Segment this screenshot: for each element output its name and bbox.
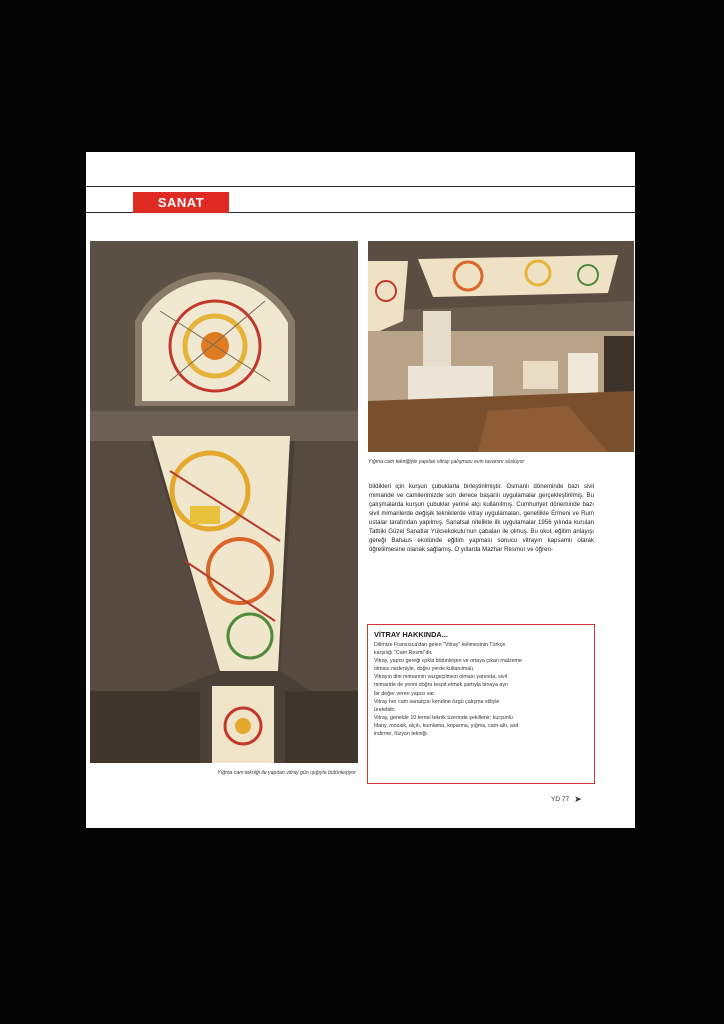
info-box-line: Dilimize Fransızca'dan gelen "Vitray" kelimesinin Türkçe	[374, 642, 506, 648]
info-box-line: Vitrayın dini mimarinin vazgeçilmezi olması yanında, sivil	[374, 674, 507, 681]
info-box-line: tifany, mozaik, alçılı, kumlama, koparma, yığma, cam-altı, asit	[374, 722, 519, 729]
interior-ceiling-photo	[368, 241, 634, 452]
info-box-line: üretebilir.	[374, 706, 396, 713]
arrow-right-icon: ➤	[574, 794, 582, 804]
page-number	[551, 794, 582, 805]
info-box-title: VİTRAY HAKKINDA...	[374, 630, 448, 639]
article-body	[369, 482, 594, 554]
article-paragraph: bildikleri için kurşun çubuklarla birleştirilmiştir. Osmanlı döneminde bazı sivil mimaride ve camilerimizde son derece başarılı uygulamalar gerçekleştirilmiş. Bu çalışmalarda kurşun çubuklar yerine alçı kullanılmış. Cumhuriyet döneminde bazı sivil mimarilerde değişik tekniklerde vitray uygulamaları, genellikle Ermeni ve Rum ustalar tarafından yapılmış. Sanatsal nitelikte ilk uygulamalar 1956 yılında kurulan Tatbiki Güzel Sanatlar Yüksekokulu'nun çabaları ile olmuş. Bu okul, eğitim anlayışı gereği Bahaus ekolünde eğitim yapması sonucu vitrayın kapsamlı olarak öğretilmesine olanak sağlamış. O yıllarda Mazhar Resmor ve öğren-	[369, 483, 594, 554]
info-box-line: Vitray, genelde 10 temel teknik üzerinde şekillenir; kurşunlu	[374, 714, 513, 721]
page-number-label: YD 77	[551, 796, 570, 803]
info-box-line: indirme, füzyon tekniği.	[374, 731, 429, 738]
right-photo-caption: Yığma cam tekniğiyle yapılan vitray çalışması evin tavanını süslüyor	[368, 459, 525, 465]
header-rule-top	[86, 186, 635, 187]
stained-glass-ceiling-photo	[90, 241, 358, 763]
section-tab: SANAT	[133, 192, 229, 213]
info-box-line: karşılığı "Cam Resmi"dir.	[374, 650, 433, 657]
info-box-line: mimaride de yerini doğru tespit etmek şartıyla binaya ayrı	[374, 682, 509, 689]
info-box-line: Vitray her cam sanatçısı kendine özgü çalışma stiliyle	[374, 698, 500, 705]
left-photo-caption: Yığma cam tekniği ile yapılan vitray gün ışığıyla bütünleşiyor	[217, 770, 356, 776]
info-box-line: bir değer veren yapısı var.	[374, 690, 436, 697]
info-box	[367, 624, 595, 784]
magazine-page	[86, 152, 635, 828]
info-box-line: Vitray, yapısı gereği ışıkla bütünleşen ve ortaya çıkan malzeme	[374, 658, 522, 665]
info-box-line: olması nedeniyle, doğru yerde kullanılmalı.	[374, 666, 475, 673]
